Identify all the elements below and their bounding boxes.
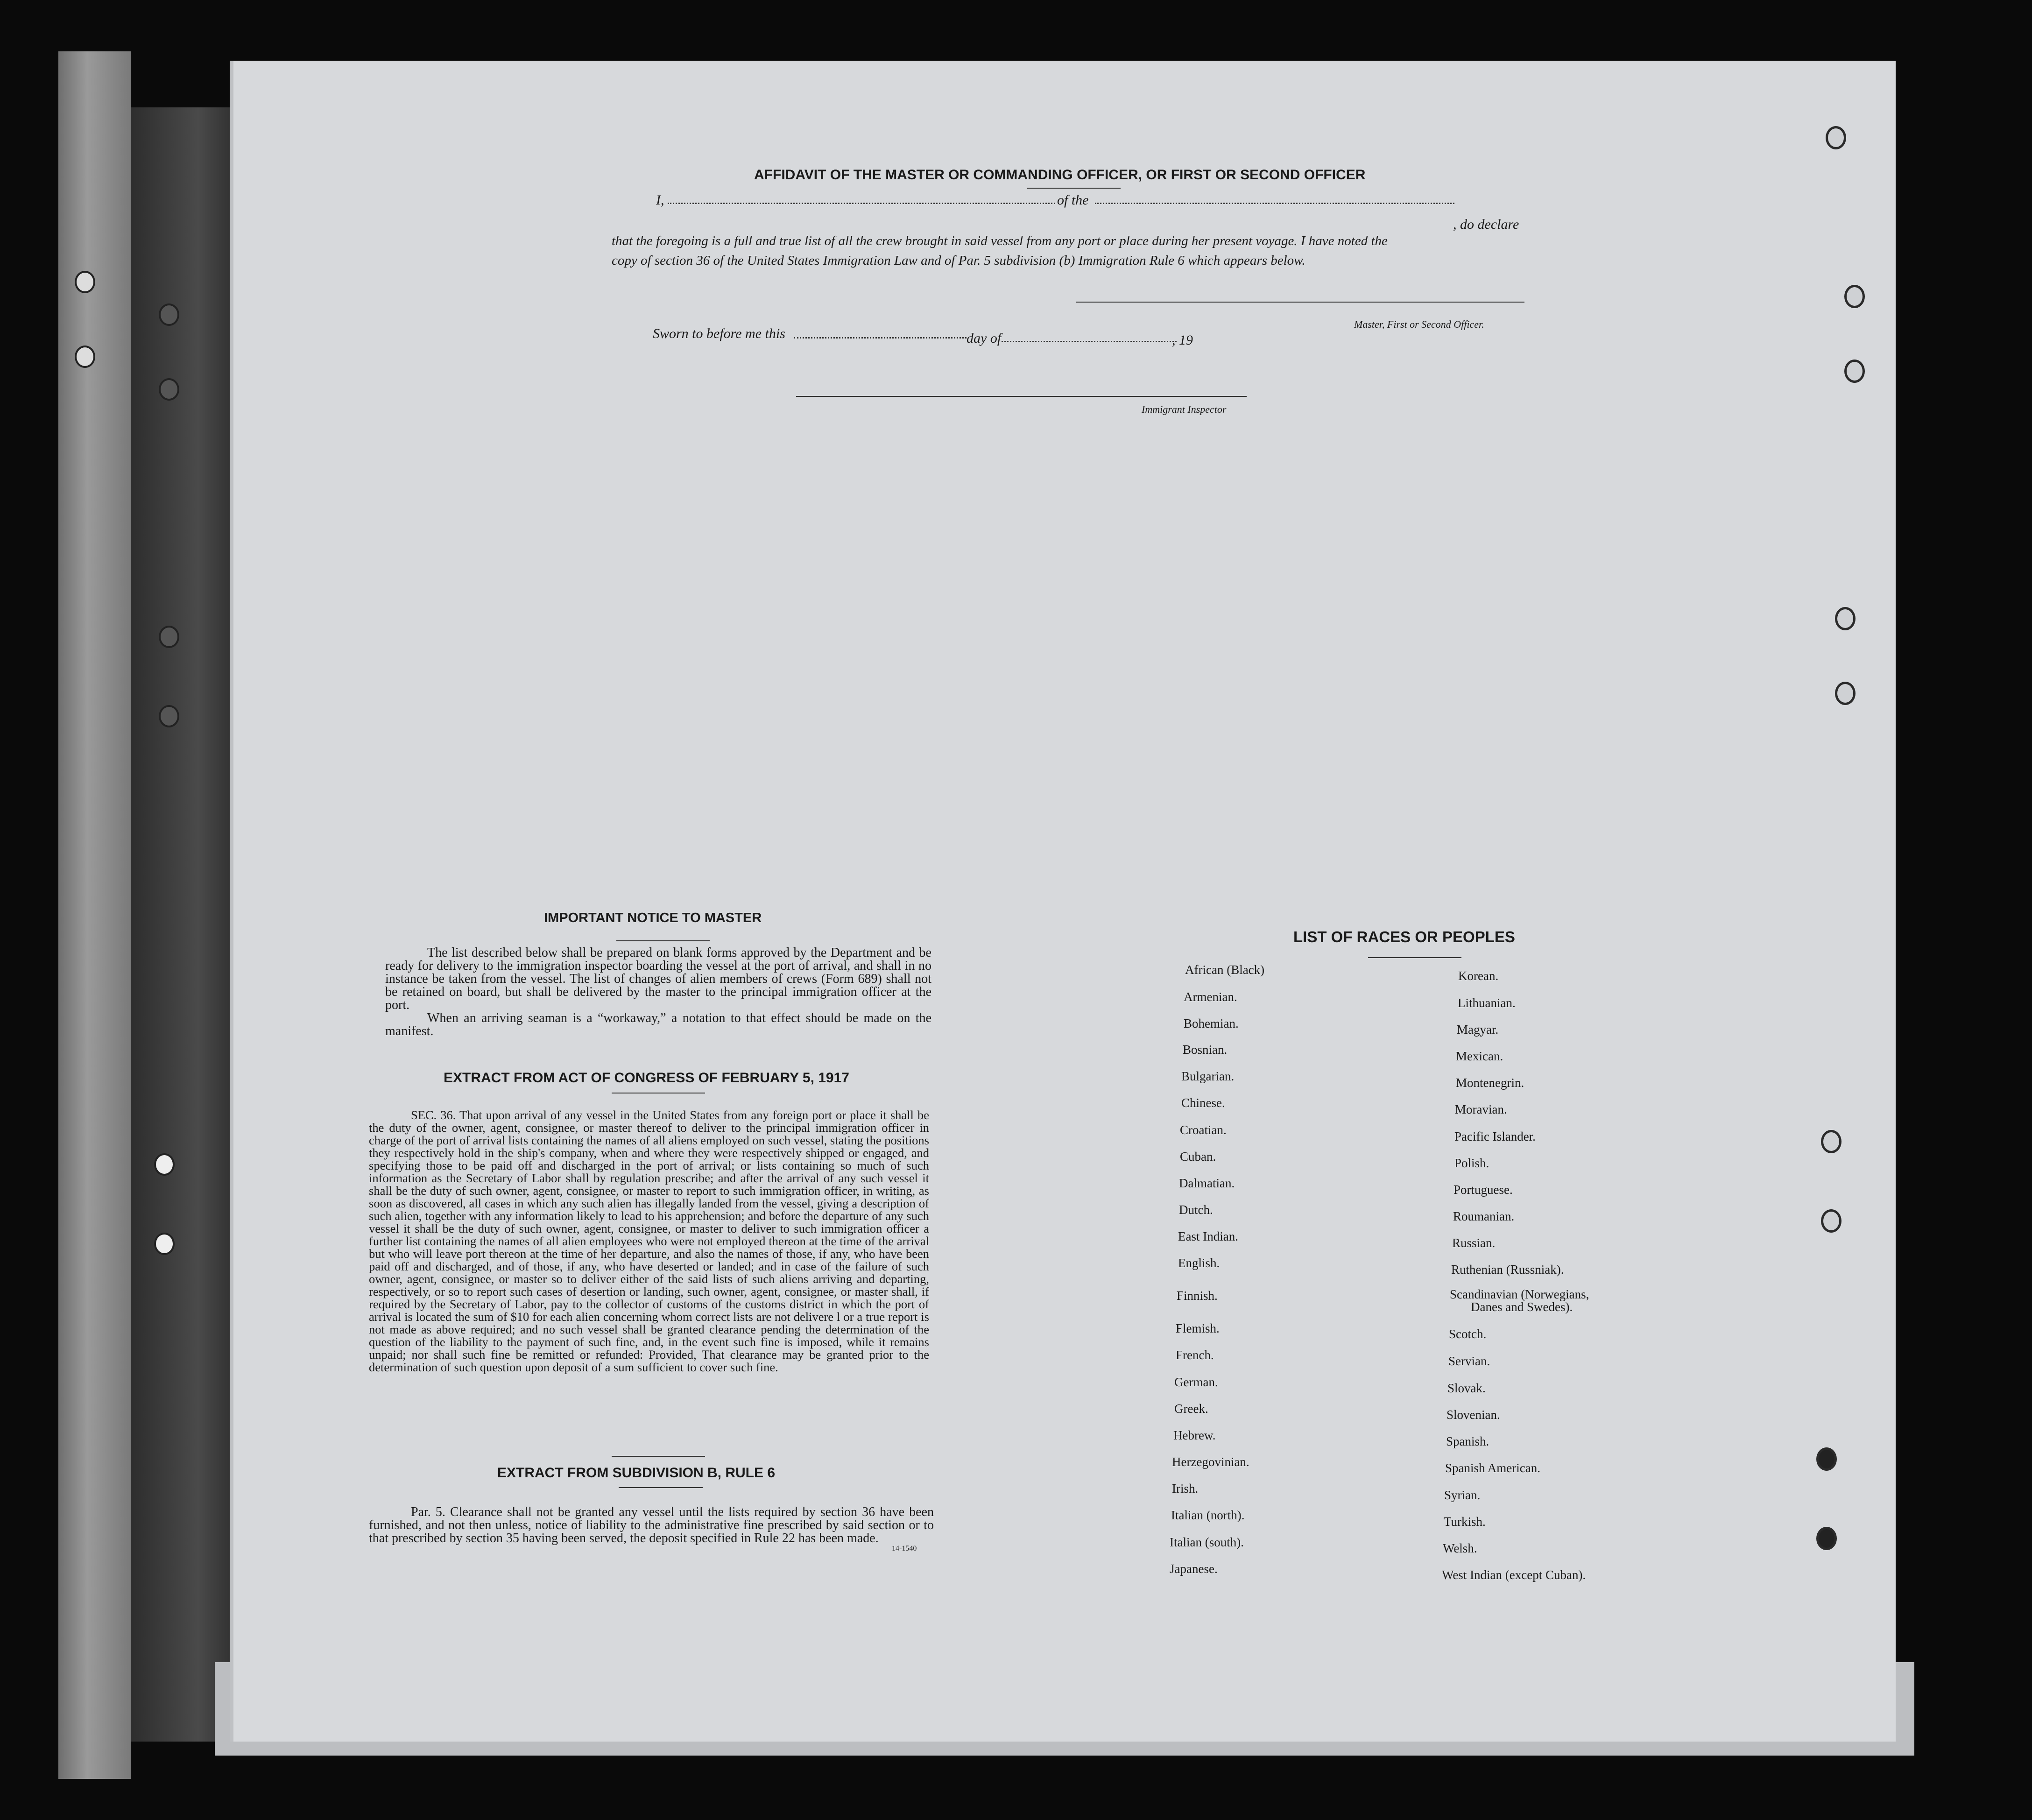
sworn-label: Sworn to before me this (653, 326, 785, 341)
race-item: African (Black) (1185, 963, 1265, 977)
race-item: Servian. (1448, 1354, 1490, 1368)
race-item: Mexican. (1456, 1049, 1503, 1063)
punch-hole (1816, 1527, 1837, 1550)
rule-title: EXTRACT FROM SUBDIVISION B, RULE 6 (497, 1465, 776, 1481)
notice-rule (616, 940, 710, 941)
manifest-page (233, 61, 1896, 1742)
punch-hole (1821, 1209, 1842, 1233)
vessel-field[interactable] (1095, 203, 1454, 204)
binder-hole (154, 1233, 175, 1255)
race-item: Syrian. (1444, 1488, 1481, 1502)
race-item: Russian. (1452, 1236, 1496, 1250)
races-rule (1368, 957, 1461, 958)
race-item: West Indian (except Cuban). (1442, 1568, 1586, 1582)
race-item: Bohemian. (1184, 1016, 1239, 1030)
binder-hole (159, 626, 179, 648)
binder-hole (75, 271, 95, 293)
race-item: German. (1174, 1375, 1218, 1389)
race-item: Pacific Islander. (1454, 1129, 1536, 1143)
punch-hole (1844, 285, 1865, 308)
punch-hole (1821, 1130, 1842, 1153)
binder-hole (75, 346, 95, 368)
race-item: Japanese. (1170, 1562, 1218, 1576)
sworn-day-field[interactable] (794, 337, 967, 339)
race-item: Moravian. (1455, 1102, 1507, 1116)
notice-text-1: The list described below shall be prepared on blank forms approved by the Department and be ready for delivery to the immigration inspector boarding the vessel at the port of arrival, and shall in no instance be taken from the vessel. The list of changes of alien members of crews (Form 689) shall not be retained on board, but shall be delivered by the master to the principal immigration officer at the port. (385, 945, 931, 1012)
inspector-signature-line[interactable] (796, 396, 1247, 397)
race-item: Spanish American. (1445, 1461, 1540, 1475)
race-item: Roumanian. (1453, 1209, 1515, 1223)
rule-text: Par. 5. Clearance shall not be granted any vessel until the lists required by section 36 have been furnished, and not then unless, notice of liability to the administrative fine prescribed by said section or to that prescribed by section 35 having been served, the deposit specified in Rule 22 has been made. (369, 1505, 934, 1545)
notice-title: IMPORTANT NOTICE TO MASTER (544, 910, 762, 925)
race-item: Ruthenian (Russniak). (1451, 1263, 1564, 1277)
notice-text-2: When an arriving seaman is a “workaway,” a notation to that effect should be made on the manifest. (385, 1011, 931, 1038)
race-item: Slovenian. (1446, 1408, 1500, 1422)
act-title: EXTRACT FROM ACT OF CONGRESS OF FEBRUARY 5, 1917 (444, 1070, 849, 1086)
binder-hole (159, 705, 179, 727)
do-declare-label: , do declare (1453, 217, 1519, 232)
of-the-label: of the (1057, 192, 1089, 208)
race-item: Herzegovinian. (1172, 1455, 1249, 1469)
race-item: Greek. (1174, 1402, 1208, 1416)
race-item: Flemish. (1176, 1321, 1220, 1335)
title-rule (1027, 188, 1121, 189)
race-item: Finnish. (1177, 1289, 1218, 1303)
form-number: 14-1540 (892, 1545, 917, 1552)
race-item: Cuban. (1180, 1150, 1216, 1164)
binder-strip (58, 51, 131, 1779)
punch-hole (1816, 1447, 1837, 1471)
race-item: Bulgarian. (1181, 1069, 1235, 1083)
binder-hole (159, 303, 179, 326)
i-label: I, (656, 192, 664, 208)
race-item: English. (1178, 1256, 1220, 1270)
race-item: Bosnian. (1183, 1043, 1228, 1057)
sworn-month-field[interactable] (1002, 341, 1177, 342)
race-item: Armenian. (1184, 990, 1237, 1004)
binder-backing (131, 107, 243, 1742)
race-item: Slovak. (1447, 1381, 1486, 1395)
punch-hole (1835, 607, 1856, 630)
race-item: Montenegrin. (1456, 1076, 1524, 1090)
rule-bottom-rule (619, 1487, 703, 1488)
affidavit-line-2: that the foregoing is a full and true list of all the crew brought in said vessel from any port or place during her present voyage. I have noted the (612, 233, 1388, 248)
race-item: Magyar. (1457, 1023, 1499, 1037)
race-item: Croatian. (1180, 1123, 1227, 1137)
race-item: Danes and Swedes). (1471, 1300, 1573, 1314)
inspector-label: Immigrant Inspector (1142, 403, 1227, 415)
race-item: Spanish. (1446, 1434, 1489, 1448)
race-item: Lithuanian. (1458, 996, 1516, 1010)
master-signature-line[interactable] (1076, 302, 1524, 303)
race-item: Hebrew. (1173, 1428, 1216, 1442)
affidavit-title: AFFIDAVIT OF THE MASTER OR COMMANDING OFFICER, OR FIRST OR SECOND OFFICER (754, 167, 1366, 183)
binder-hole (154, 1153, 175, 1176)
name-field[interactable] (668, 203, 1055, 204)
race-item: Welsh. (1443, 1541, 1477, 1555)
race-item: Chinese. (1181, 1096, 1225, 1110)
race-item: Dalmatian. (1179, 1176, 1235, 1190)
punch-hole (1835, 682, 1856, 705)
act-text: SEC. 36. That upon arrival of any vessel in the United States from any foreign port or place it shall be the duty of the owner, agent, consignee, or master thereof to deliver to the principal immigration officer in charge of the port of arrival lists containing the names of all aliens employed on such vessel, stating the positions they respectively hold in the ship's company, when and where they were respectively shipped or engaged, and specifying those to be paid off and discharged in the port of arrival; or lists containing so much of such information as the Secretary of Labor shall by regulation prescribe; and after the arrival of any such vessel it shall be the duty of such owner, agent, consignee, or master to report to such immigration officer, in writing, as soon as discovered, all cases in which any such alien has illegally landed from the vessel, giving a description of such alien, together with any information likely to lead to his apprehension; and before the departure of any such vessel it shall be the duty of such owner, agent, consignee, or master to deliver to such immigration officer a further list containing the names of all alien employees who were not employed thereon at the time of the arrival but who will leave port thereon at the time of her departure, and also the names of those, if any, who have been paid off and discharged, and of those, if any, who have deserted or landed; and in case of the failure of such owner, agent, consignee, or master so to deliver either of the said lists of such aliens arriving and departing, respectively, or so to report such cases of desertion or landing, such owner, agent, consignee, or master shall, if required by the Secretary of Labor, pay to the collector of customs of the customs district in which the port of arrival is located the sum of $10 for each alien concerning whom correct lists are not delivere l or a true report is not made as above required; and no such vessel shall be granted clearance pending the determination of the question of the liability to the payment of such fine, and, in the event such fine is imposed, while it remains unpaid; nor shall such fine be remitted or refunded: Provided, That clearance may be granted prior to the determination of such question upon deposit of a sum sufficient to cover such fine. (369, 1108, 929, 1374)
race-item: Turkish. (1444, 1515, 1486, 1529)
race-item: Scandinavian (Norwegians, (1450, 1287, 1589, 1301)
day-of-label: day of (967, 331, 1002, 346)
affidavit-line-3: copy of section 36 of the United States Immigration Law and of Par. 5 subdivision (b) Immigration Rule 6 which appears below. (612, 253, 1305, 268)
race-item: Scotch. (1449, 1327, 1487, 1341)
race-item: Portuguese. (1453, 1183, 1513, 1197)
races-title: LIST OF RACES OR PEOPLES (1293, 928, 1515, 945)
master-signature-label: Master, First or Second Officer. (1354, 318, 1484, 330)
punch-hole (1844, 360, 1865, 383)
race-item: Dutch. (1179, 1203, 1213, 1217)
rule-top-rule (612, 1456, 705, 1457)
binder-hole (159, 378, 179, 401)
punch-hole (1826, 126, 1846, 149)
race-item: Polish. (1454, 1156, 1489, 1170)
year-label: , 19 (1172, 332, 1193, 348)
race-item: Korean. (1458, 969, 1499, 983)
race-item: Italian (north). (1171, 1508, 1245, 1522)
race-item: Irish. (1172, 1481, 1199, 1496)
race-item: East Indian. (1178, 1229, 1238, 1243)
race-item: Italian (south). (1170, 1535, 1244, 1549)
race-item: French. (1176, 1348, 1214, 1362)
